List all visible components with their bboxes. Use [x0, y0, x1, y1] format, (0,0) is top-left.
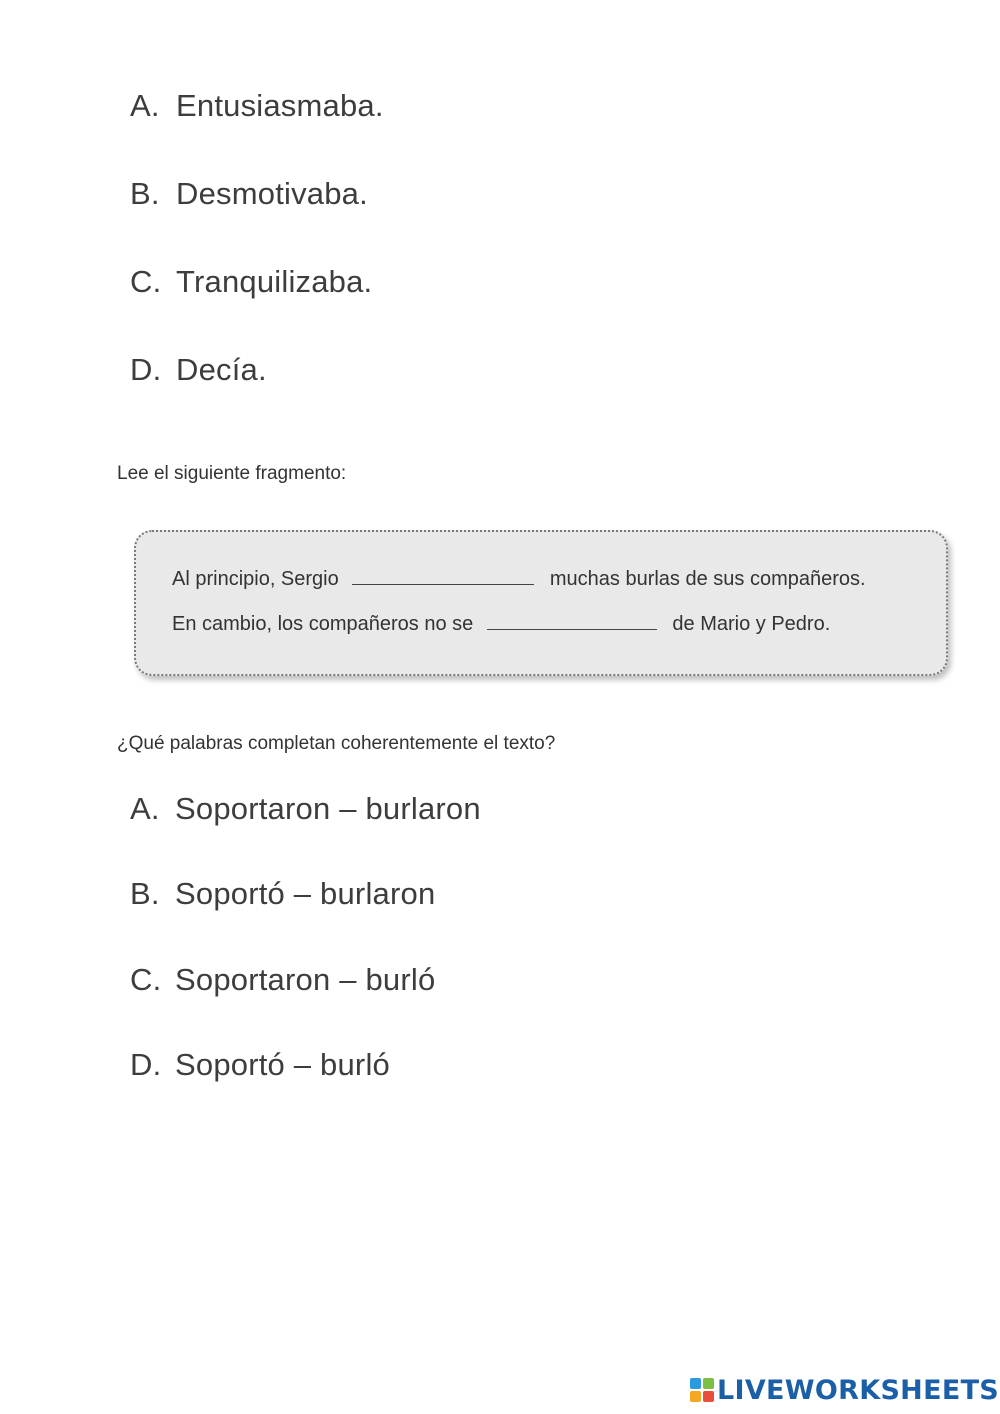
- liveworksheets-logo: [690, 1372, 999, 1408]
- fragment-text: Al principio, Sergio: [172, 568, 339, 590]
- option-c-tranquilizaba[interactable]: [130, 264, 372, 300]
- fragment-line-2: [172, 613, 830, 636]
- option-b-soporto-burlaron[interactable]: [130, 876, 435, 912]
- option-d-soporto-burlo[interactable]: [130, 1047, 390, 1083]
- fragment-instruction: Lee el siguiente fragmento:: [117, 463, 347, 484]
- option-text: Soportaron – burlaron: [175, 791, 481, 826]
- option-letter: B.: [130, 176, 160, 211]
- option-text: Soportaron – burló: [175, 962, 436, 997]
- option-text: Decía.: [176, 352, 267, 387]
- logo-tile: [703, 1391, 714, 1402]
- option-a-entusiasmaba[interactable]: [130, 88, 384, 124]
- option-b-desmotivaba[interactable]: [130, 176, 368, 212]
- logo-tile: [690, 1391, 701, 1402]
- option-letter: A.: [130, 791, 160, 826]
- blank-1[interactable]: [352, 570, 534, 585]
- logo-grid-icon: [690, 1378, 714, 1402]
- option-letter: D.: [130, 1047, 162, 1082]
- fragment-text: de Mario y Pedro.: [672, 613, 831, 635]
- fragment-text: En cambio, los compañeros no se: [172, 613, 474, 635]
- option-c-soportaron-burlo[interactable]: [130, 962, 435, 998]
- option-text: Tranquilizaba.: [176, 264, 373, 299]
- option-letter: B.: [130, 876, 160, 911]
- question-prompt: ¿Qué palabras completan coherentemente el texto?: [117, 733, 556, 754]
- fragment-box: [134, 530, 948, 676]
- option-text: Soportó – burlaron: [175, 876, 436, 911]
- fragment-line-1: [172, 568, 866, 591]
- option-text: Desmotivaba.: [176, 176, 368, 211]
- option-letter: D.: [130, 352, 162, 387]
- option-a-soportaron-burlaron[interactable]: [130, 791, 481, 827]
- option-text: Entusiasmaba.: [176, 88, 384, 123]
- option-d-decia[interactable]: [130, 352, 267, 388]
- blank-2[interactable]: [487, 615, 657, 630]
- option-text: Soportó – burló: [175, 1047, 390, 1082]
- option-letter: C.: [130, 264, 162, 299]
- logo-text: LIVEWORKSHEETS: [717, 1374, 1000, 1406]
- logo-tile: [690, 1378, 701, 1389]
- option-letter: C.: [130, 962, 162, 997]
- fragment-text: muchas burlas de sus compañeros.: [549, 568, 866, 590]
- option-letter: A.: [130, 88, 160, 123]
- logo-tile: [703, 1378, 714, 1389]
